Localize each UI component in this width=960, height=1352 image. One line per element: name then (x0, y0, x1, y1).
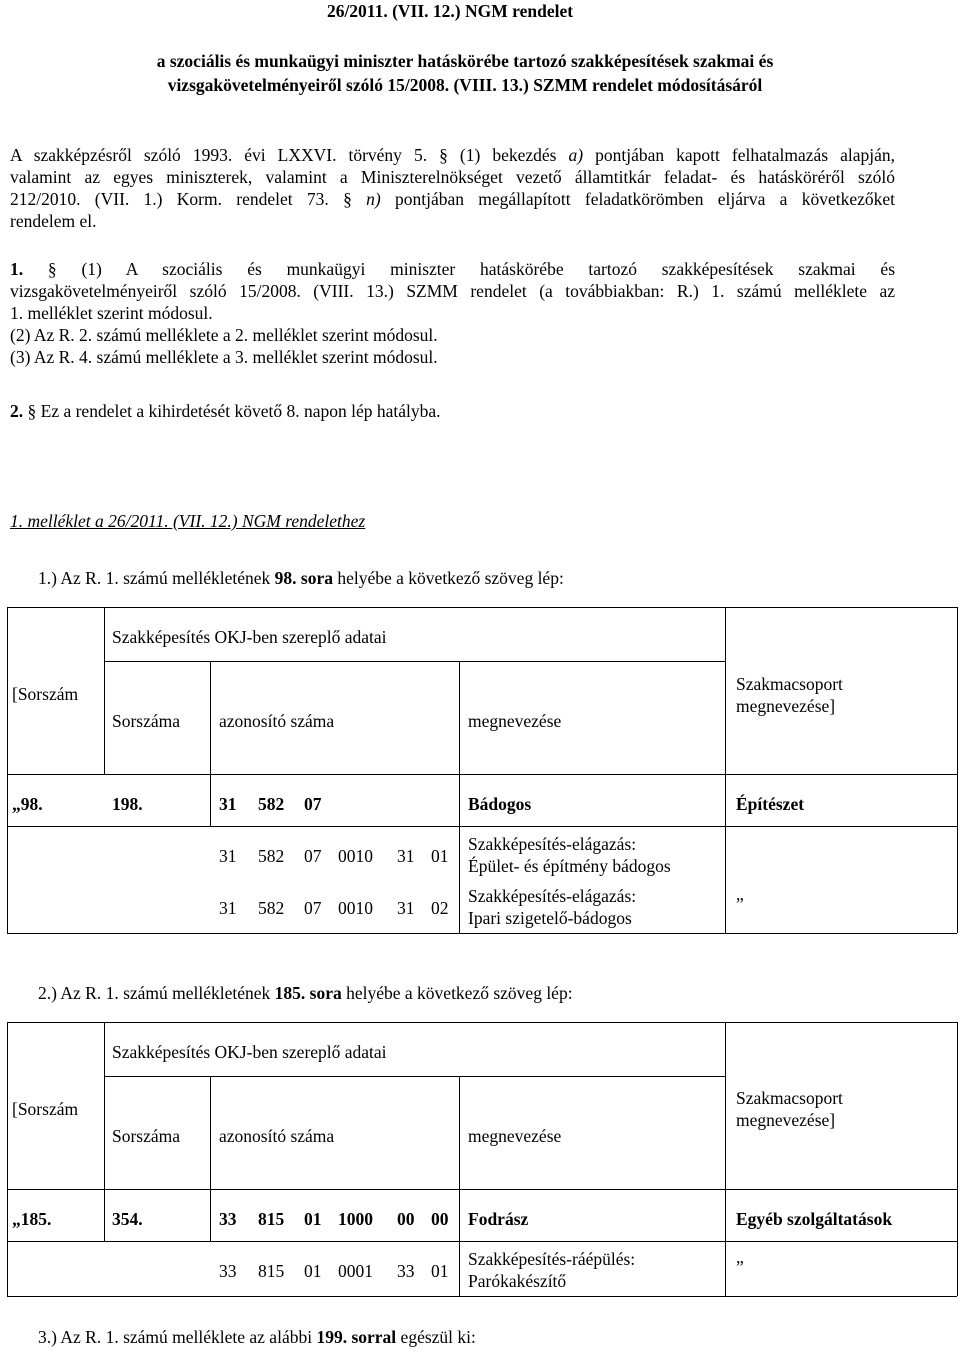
table-2-header-szakmacsoport: Szakmacsoport megnevezése] (736, 1088, 843, 1130)
table-1-cell-okj-1: 31 (219, 794, 237, 814)
table-2-header-megnevezes: megnevezése (468, 1126, 562, 1146)
section-1 (10, 258, 895, 368)
table-2-header-group: Szakképesítés OKJ-ben szereplő adatai (112, 1042, 387, 1062)
preamble-line-4: rendelem el. (10, 211, 97, 231)
table-1-cell-sorszam: „98. (12, 794, 43, 814)
table-1-subrow-1-megnevezes: Szakképesítés-elágazás: Épület- és építmény bádogos (468, 834, 671, 876)
table-2-cell-szakmacsoport: Egyéb szolgáltatások (736, 1209, 893, 1229)
table-2-row-col-divider-0 (104, 1189, 105, 1241)
table-2-col-divider-4 (725, 1022, 726, 1189)
table-1-col-divider-4 (725, 607, 726, 774)
document-subtitle-line-1: a szociális és munkaügyi miniszter hatáskörébe tartozó szakképesítések szakmai és (156, 51, 774, 71)
document-page: 26/2011. (VII. 12.) NGM rendelet a szociális és munkaügyi miniszter hatáskörébe tartozó szakképesítések szakmai és vizsgakövetelményeiről szóló 15/2008. (VIII. 13.) SZMM rendelet módosításáról A szakképzésről szóló 1993. évi LXXVI. törvény 5. § (1) bekezdés a) pontjában kapott felhatalmazás alapján, valamint az egyes miniszterek, valamint a Miniszterelnökséget vezető államtitkár feladat- és hatásköréről szóló 212/2010. (VII. 1.) Korm. rendelet 73. § n) pontjában megállapított feladatkörömben eljárva a következőket rendelem el. 1. § (1) A szociális és munkaügyi miniszter hatáskörébe tartozó szakképesítések szakmai és vizsgakövetelményeiről szóló 15/2008. (VIII. 13.) SZMM rendelet (a továbbiakban: R.) 1. számú melléklete az 1. melléklet szerint módosul. (2) Az R. 2. számú melléklete a 2. melléklet szerint módosul. (3) Az R. 4. számú melléklete a 3. melléklet szerint módosul. 2. § Ez a rendelet a kihirdetését követő 8. napon lép hatályba. 1. melléklet a 26/2011. (VII. 12.) NGM rendelethez 1.) Az R. 1. számú mellékletének 98. sora helyébe a következő szöveg lép: Szakképesítés OKJ-ben szereplő adatai [Sorszám Sorszáma azonosító száma megnevezése Szakmacsoport megnevezése] „98. 198. 31 582 07 Bádogos Építészet 31 582 07 0010 31 01 Szakképesítés-elágazás: Épület- és építmény bádogos 31 582 07 0010 31 02 Szakképesítés-elágazás: Ipari szigetelő-bádogos ” 2.) Az R. 1. számú mellékletének 185. sora helyébe a következő szöveg lép: Szakképesítés OKJ-ben szereplő adatai [Sorszám Sorszáma azonosító száma megnevezése Szakmacsoport megnevezése] „185. 354. 33 815 01 1000 00 00 Fodrász Egyéb szolgáltatások 33 815 01 0001 33 01 Szakképesítés-ráépülés: Parókakészítő ” 3.) Az R. 1. számú melléklete az alábbi 199. sorral egészül ki: (0, 0, 960, 1352)
table-2-header-azonosito: azonosító száma (219, 1126, 335, 1146)
table-1-border-bottom (7, 933, 957, 934)
table-1-header-sorszam: [Sorszám (12, 684, 79, 704)
table-2-cell-sorszama: 354. (112, 1209, 143, 1229)
table-1-cell-sorszama: 198. (112, 794, 143, 814)
table-1-header-group: Szakképesítés OKJ-ben szereplő adatai (112, 627, 387, 647)
table-1-row-col-divider-3 (725, 774, 726, 933)
section-1-line-2: vizsgakövetelményeiről szóló 15/2008. (VIII. 13.) SZMM rendelet (a továbbiakban: R.) 1. számú melléklete az (10, 281, 895, 301)
table-2-subrow-1-megnevezes: Szakképesítés-ráépülés: Parókakészítő (468, 1249, 636, 1291)
item-3-intro: 3.) Az R. 1. számú melléklete az alábbi 199. sorral egészül ki: (38, 1327, 476, 1347)
table-2-closing-quote: ” (736, 1257, 744, 1277)
table-2-row-col-divider-3 (725, 1189, 726, 1296)
preamble-line-3: 212/2010. (VII. 1.) Korm. rendelet 73. § n) pontjában megállapított feladatkörömben eljárva a következőket (10, 189, 895, 209)
table-2-header-sorszam: [Sorszám (12, 1099, 79, 1119)
table-1-col-divider-1 (104, 607, 105, 774)
table-2-row-col-divider-2 (459, 1189, 460, 1296)
section-1-line-1: 1. § (1) A szociális és munkaügyi miniszter hatáskörébe tartozó szakképesítések szakmai és (10, 259, 896, 279)
table-2-border-top (7, 1022, 957, 1023)
table-2-col-divider-3 (459, 1076, 460, 1189)
table-2-header-divider (104, 1076, 725, 1077)
preamble-line-1: A szakképzésről szóló 1993. évi LXXVI. törvény 5. § (1) bekezdés a) pontjában kapott felhatalmazás alapján, (10, 145, 896, 165)
section-2: 2. § Ez a rendelet a kihirdetését követő 8. napon lép hatályba. (10, 401, 441, 421)
table-1-border-left (7, 607, 8, 933)
table-1-header-sorszama: Sorszáma (112, 711, 181, 731)
table-1-border-right (957, 607, 958, 933)
table-2-row-col-divider-1 (210, 1189, 211, 1241)
table-2-header-sorszama: Sorszáma (112, 1126, 181, 1146)
table-2-cell-megnevezes: Fodrász (468, 1209, 529, 1229)
table-1-header-szakmacsoport: Szakmacsoport megnevezése] (736, 674, 843, 716)
table-1-header-azonosito: azonosító száma (219, 711, 335, 731)
table-1-row-divider (7, 826, 957, 827)
table-1-subrow-2-megnevezes: Szakképesítés-elágazás: Ipari szigetelő-bádogos (468, 886, 637, 928)
table-1-cell-okj-3: 07 (304, 794, 322, 814)
section-1-paragraph-2: (2) Az R. 2. számú melléklete a 2. melléklet szerint módosul. (10, 325, 438, 345)
table-1-header-divider (104, 661, 725, 662)
table-1-cell-szakmacsoport: Építészet (736, 794, 805, 814)
table-1-closing-quote: ” (736, 894, 744, 914)
table-1-header-bottom (7, 774, 957, 775)
item-2-intro: 2.) Az R. 1. számú mellékletének 185. sora helyébe a következő szöveg lép: (38, 983, 573, 1003)
annex-title: 1. melléklet a 26/2011. (VII. 12.) NGM rendelethez (10, 511, 366, 531)
preamble-line-2: valamint az egyes miniszterek, valamint a Miniszterelnökséget vezető államtitkár feladat- és hatásköréről szóló (10, 167, 895, 187)
table-1-row-col-divider-1 (210, 774, 211, 826)
section-1-line-3: 1. melléklet szerint módosul. (10, 303, 213, 323)
table-1-col-divider-2 (210, 661, 211, 774)
table-2-border-left (7, 1022, 8, 1296)
table-1-cell-megnevezes: Bádogos (468, 794, 532, 814)
table-1-border-top (7, 607, 957, 608)
table-2-col-divider-2 (210, 1076, 211, 1189)
document-subtitle-line-2: vizsgakövetelményeiről szóló 15/2008. (VIII. 13.) SZMM rendelet módosításáról (167, 75, 763, 95)
item-1-intro: 1.) Az R. 1. számú mellékletének 98. sora helyébe a következő szöveg lép: (38, 568, 564, 588)
table-2-header-bottom (7, 1189, 957, 1190)
table-1-cell-okj-2: 582 (258, 794, 285, 814)
table-2-border-bottom (7, 1296, 957, 1297)
document-title: 26/2011. (VII. 12.) NGM rendelet (326, 1, 574, 21)
table-1-row-col-divider-2 (459, 774, 460, 933)
table-2-border-right (957, 1022, 958, 1296)
table-2-cell-sorszam: „185. (12, 1209, 52, 1229)
section-1-paragraph-3: (3) Az R. 4. számú melléklete a 3. melléklet szerint módosul. (10, 347, 438, 367)
preamble (10, 144, 895, 232)
table-1-header-megnevezes: megnevezése (468, 711, 562, 731)
table-1-col-divider-3 (459, 661, 460, 774)
table-2-col-divider-1 (104, 1022, 105, 1189)
table-2-row-divider (7, 1241, 957, 1242)
